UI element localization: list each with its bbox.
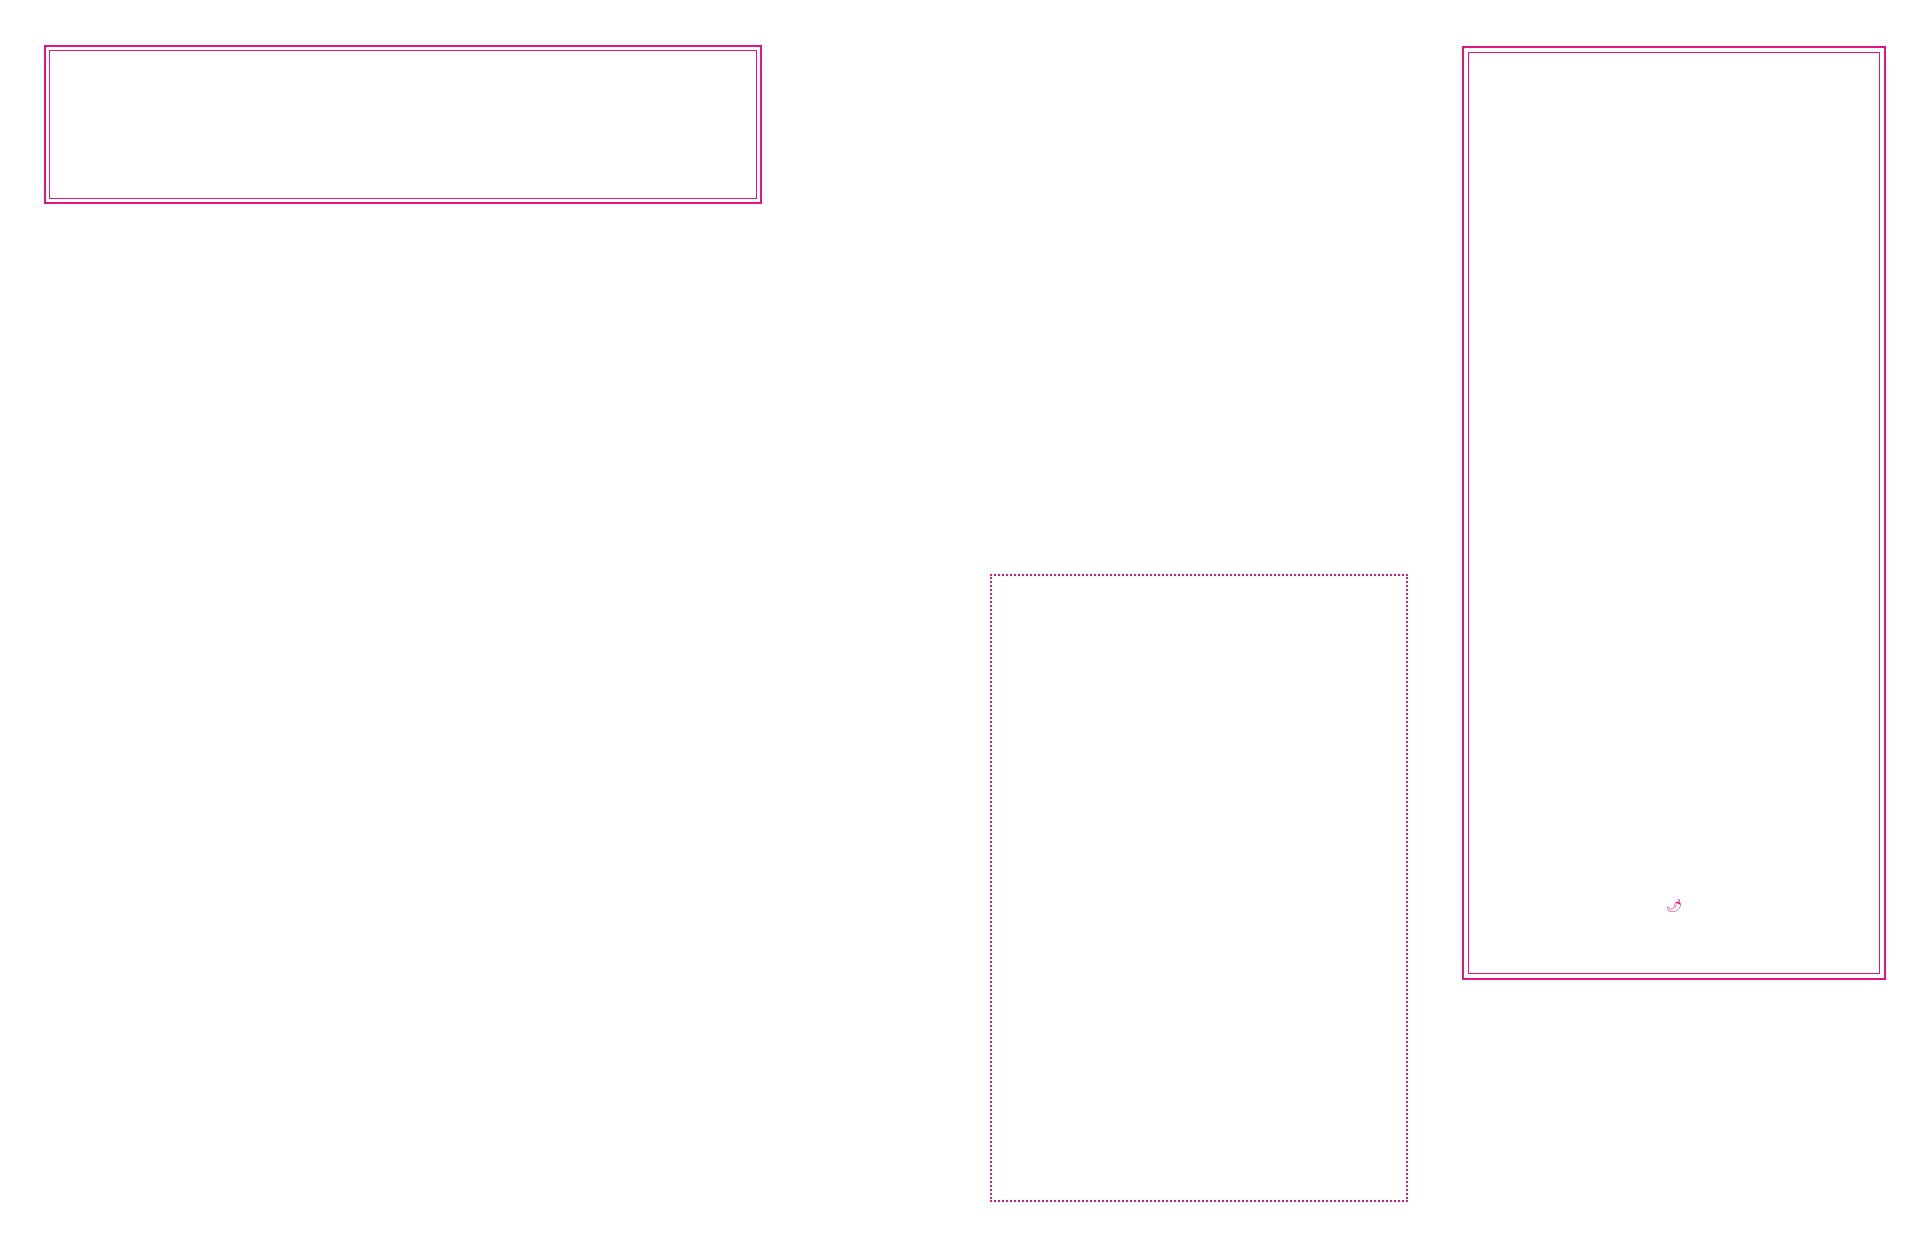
mooshu-section bbox=[515, 672, 933, 685]
american-inner-border bbox=[49, 50, 757, 199]
sweetsour-section bbox=[58, 1088, 458, 1101]
chowmaifun-section bbox=[515, 210, 933, 223]
chef-specialties-box bbox=[1462, 46, 1886, 980]
friedrice-section bbox=[58, 948, 458, 961]
side-section bbox=[1462, 1008, 1882, 1025]
seafood-section bbox=[515, 786, 933, 799]
chili-pepper-icon: 🌶︎ bbox=[1665, 899, 1683, 914]
eggfoo-section bbox=[515, 538, 933, 551]
diet-section bbox=[990, 396, 1400, 398]
chef-inner-border bbox=[1468, 52, 1880, 974]
restaurant-name bbox=[1482, 1150, 1486, 1188]
chicken-section bbox=[990, 40, 1400, 53]
szechuan-section bbox=[996, 590, 1400, 593]
hot-spicy-label bbox=[1464, 894, 1884, 916]
american-dishes-box bbox=[44, 45, 762, 204]
appetizer-section bbox=[58, 210, 458, 214]
pork-section bbox=[990, 254, 1400, 267]
lomein-section bbox=[58, 668, 458, 681]
chowmein-section bbox=[58, 826, 458, 839]
beef-section bbox=[515, 1000, 933, 1013]
soup-section bbox=[58, 458, 458, 471]
vegetable-section bbox=[515, 364, 933, 377]
szechuan-box bbox=[990, 574, 1408, 1202]
